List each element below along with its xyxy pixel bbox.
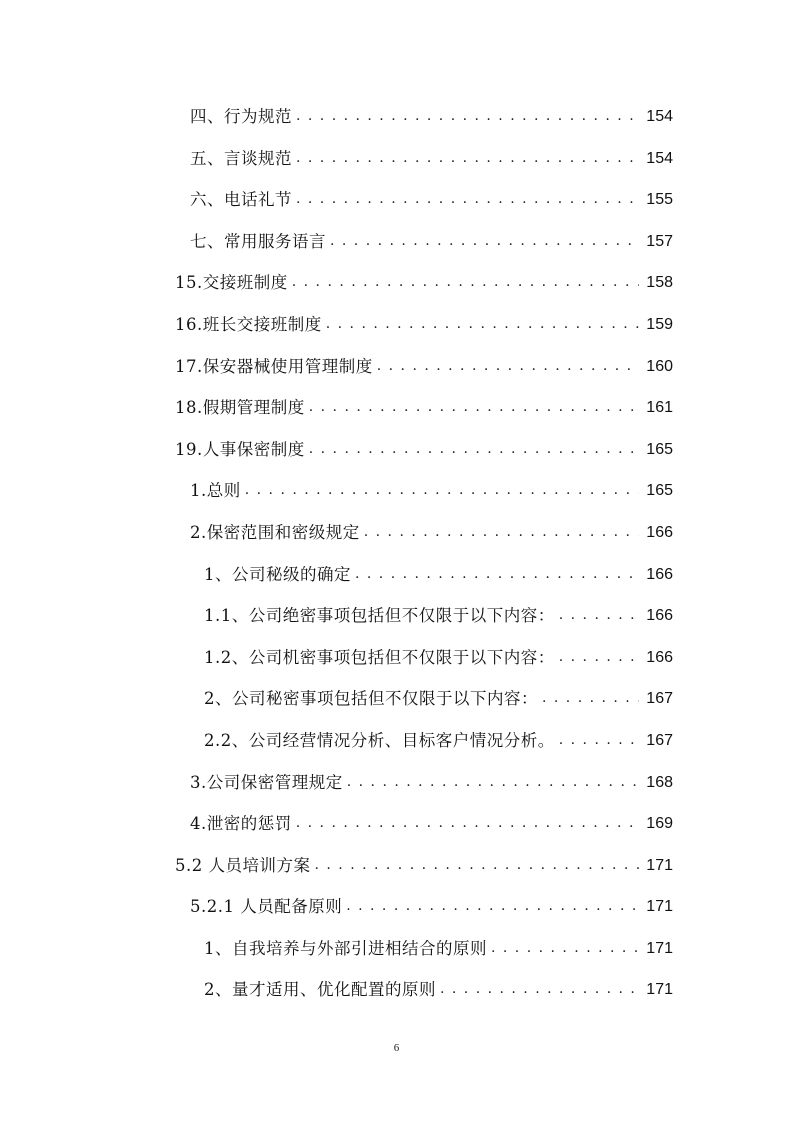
- toc-entry-title: 1.2、公司机密事项包括但不仅限于以下内容：: [204, 647, 555, 667]
- toc-entry-page: 161: [646, 399, 673, 417]
- toc-entry-page: 167: [646, 690, 673, 708]
- toc-entry-page: 154: [646, 108, 673, 125]
- toc-entry-page: 167: [646, 731, 673, 749]
- toc-dot-leader: [296, 96, 639, 138]
- toc-entry[interactable]: [0, 221, 793, 263]
- toc-entry-title: 1、公司秘级的确定: [204, 564, 351, 584]
- toc-dot-leader: [315, 845, 640, 887]
- page-number: 6: [393, 1042, 400, 1054]
- toc-entry[interactable]: [0, 470, 793, 512]
- toc-entry-title: 15.交接班制度: [175, 273, 288, 293]
- table-of-contents: [0, 96, 793, 1011]
- toc-entry[interactable]: [0, 678, 793, 720]
- toc-entry-title: 五、言谈规范: [190, 148, 292, 168]
- toc-entry-title: 5.2.1 人员配备原则: [190, 897, 343, 917]
- toc-entry-title: 1.1、公司绝密事项包括但不仅限于以下内容：: [204, 606, 555, 626]
- toc-entry[interactable]: [0, 762, 793, 804]
- toc-dot-leader: [559, 637, 639, 679]
- toc-entry[interactable]: [0, 969, 793, 1011]
- toc-dot-leader: [377, 346, 639, 388]
- toc-dot-leader: [559, 720, 639, 762]
- toc-entry[interactable]: [0, 928, 793, 970]
- toc-entry[interactable]: [0, 387, 793, 429]
- toc-entry[interactable]: [0, 554, 793, 596]
- toc-entry-title: 七、常用服务语言: [190, 231, 326, 251]
- toc-entry-title: 六、电话礼节: [190, 190, 292, 210]
- toc-entry-page: 171: [646, 981, 673, 999]
- toc-entry[interactable]: [0, 179, 793, 221]
- toc-dot-leader: [309, 387, 639, 429]
- toc-entry-page: 165: [646, 440, 673, 458]
- toc-entry-title: 16.班长交接班制度: [175, 314, 322, 334]
- toc-entry-title: 17.保安器械使用管理制度: [175, 356, 373, 376]
- toc-dot-leader: [559, 595, 639, 637]
- toc-dot-leader: [440, 969, 639, 1011]
- toc-dot-leader: [355, 554, 639, 596]
- toc-dot-leader: [296, 138, 639, 180]
- toc-entry-title: 2、量才适用、优化配置的原则: [204, 980, 436, 1000]
- toc-entry-page: 171: [646, 898, 673, 916]
- toc-entry-page: 158: [646, 274, 673, 292]
- toc-entry[interactable]: [0, 262, 793, 304]
- toc-entry[interactable]: [0, 138, 793, 180]
- toc-dot-leader: [296, 803, 639, 845]
- toc-dot-leader: [347, 762, 639, 804]
- toc-dot-leader: [364, 512, 639, 554]
- toc-entry-page: 154: [646, 149, 673, 167]
- toc-dot-leader: [491, 928, 639, 970]
- toc-entry-page: 155: [646, 191, 673, 209]
- toc-entry-title: 3.公司保密管理规定: [190, 772, 343, 792]
- toc-entry-page: 168: [646, 773, 673, 791]
- toc-dot-leader: [330, 221, 639, 263]
- toc-entry-page: 171: [646, 939, 673, 957]
- toc-entry-page: 166: [646, 523, 673, 541]
- toc-entry[interactable]: [0, 304, 793, 346]
- toc-entry-page: 157: [646, 232, 673, 250]
- toc-entry-title: 19.人事保密制度: [175, 439, 305, 459]
- toc-entry-title: 2.2、公司经营情况分析、目标客户情况分析。: [204, 730, 555, 750]
- toc-entry-page: 171: [646, 856, 673, 874]
- toc-dot-leader: [292, 262, 639, 304]
- toc-entry-title: 5.2 人员培训方案: [175, 855, 311, 875]
- toc-dot-leader: [542, 678, 639, 720]
- toc-entry[interactable]: [0, 96, 793, 138]
- toc-dot-leader: [346, 886, 639, 928]
- toc-entry-title: 2、公司秘密事项包括但不仅限于以下内容：: [204, 689, 538, 709]
- toc-entry[interactable]: [0, 845, 793, 887]
- toc-entry-title: 1、自我培养与外部引进相结合的原则: [204, 938, 487, 958]
- toc-entry[interactable]: [0, 512, 793, 554]
- toc-entry-page: 165: [646, 482, 673, 500]
- toc-entry-title: 18.假期管理制度: [175, 398, 305, 418]
- toc-entry[interactable]: [0, 595, 793, 637]
- toc-entry-title: 4.泄密的惩罚: [190, 814, 292, 834]
- toc-dot-leader: [296, 179, 639, 221]
- toc-entry-page: 166: [646, 565, 673, 583]
- toc-dot-leader: [326, 304, 639, 346]
- toc-entry-title: 2.保密范围和密级规定: [190, 522, 360, 542]
- toc-dot-leader: [309, 429, 639, 471]
- toc-entry[interactable]: [0, 886, 793, 928]
- toc-dot-leader: [245, 470, 639, 512]
- toc-entry-page: 160: [646, 357, 673, 375]
- toc-entry[interactable]: [0, 720, 793, 762]
- toc-entry[interactable]: [0, 346, 793, 388]
- toc-entry-page: 159: [646, 315, 673, 333]
- toc-entry[interactable]: [0, 637, 793, 679]
- toc-entry-title: 四、行为规范: [190, 107, 292, 126]
- toc-entry-page: 169: [646, 815, 673, 833]
- toc-entry[interactable]: [0, 429, 793, 471]
- toc-entry-title: 1.总则: [190, 481, 241, 501]
- toc-entry-page: 166: [646, 648, 673, 666]
- toc-entry-page: 166: [646, 607, 673, 625]
- toc-entry[interactable]: [0, 803, 793, 845]
